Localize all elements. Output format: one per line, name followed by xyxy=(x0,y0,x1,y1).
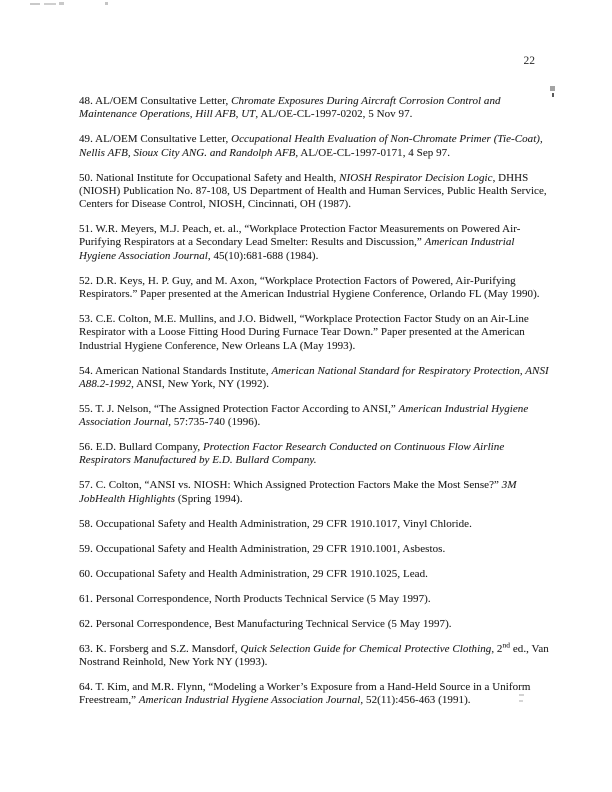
scan-artifact-right xyxy=(550,86,555,91)
reference-number: 51. xyxy=(79,223,96,236)
reference-text-segment: NIOSH Respirator Decision Logic xyxy=(339,171,493,184)
reference-text-segment: , 52(11):456-463 (1991). xyxy=(360,694,471,707)
reference-58 xyxy=(79,518,549,531)
scan-artifact-right xyxy=(552,93,554,97)
reference-59 xyxy=(79,543,549,556)
reference-61 xyxy=(79,593,549,606)
reference-text-segment: Occupational Safety and Health Administration, 29 CFR 1910.1025, Lead. xyxy=(95,567,428,580)
page-number: 22 xyxy=(523,55,535,67)
reference-number: 63. xyxy=(79,642,96,655)
scan-artifact-top-left xyxy=(105,2,108,5)
reference-text-segment: Personal Correspondence, Best Manufacturing Technical Service (5 May 1997). xyxy=(95,617,452,630)
reference-56 xyxy=(79,441,549,468)
reference-text-segment: Personal Correspondence, North Products Technical Service (5 May 1997). xyxy=(95,592,431,605)
reference-number: 62. xyxy=(79,617,96,630)
reference-text-segment: , DHHS (NIOSH) Publication No. 87-108, US Department of Health and Human Services, Public Health Service, Centers for Disease Control, NIOSH, Cincinnati, OH (1987). xyxy=(79,171,547,211)
reference-55 xyxy=(79,403,549,430)
reference-number: 60. xyxy=(79,567,96,580)
reference-number: 57. xyxy=(79,479,96,492)
reference-text-segment: Occupational Safety and Health Administration, 29 CFR 1910.1017, Vinyl Chloride. xyxy=(95,517,472,530)
reference-54 xyxy=(79,365,549,392)
reference-64 xyxy=(79,681,549,708)
reference-number: 52. xyxy=(79,274,96,287)
reference-number: 61. xyxy=(79,592,96,605)
reference-text-segment: Occupational Safety and Health Administration, 29 CFR 1910.1001, Asbestos. xyxy=(95,542,446,555)
reference-text-segment: , 45(10):681-688 (1984). xyxy=(207,249,319,262)
reference-51 xyxy=(79,223,549,263)
reference-text-segment: nd xyxy=(502,639,511,649)
reference-number: 55. xyxy=(79,402,96,415)
reference-text-segment: AL/OEM Consultative Letter, xyxy=(95,95,232,107)
reference-text-segment: , 57:735-740 (1996). xyxy=(168,416,261,429)
reference-number: 50. xyxy=(79,171,96,184)
reference-text-segment: AL/OEM Consultative Letter, xyxy=(95,133,232,146)
scan-artifact-top-left xyxy=(30,3,40,5)
reference-text-segment: American Industrial Hygiene Association Journal xyxy=(79,402,529,429)
reference-text-segment: Chromate Exposures During Aircraft Corrosion Control and Maintenance Operations, Hill AFB, UT xyxy=(79,95,501,121)
reference-text-segment: Protection Factor Research Conducted on Continuous Flow Airline Respirators Manufactured by E.D. Bullard Company. xyxy=(79,441,505,467)
reference-text-segment: D.R. Keys, H. P. Guy, and M. Axon, “Workplace Protection Factors of Powered, Air-Purifying Respirators.” Paper presented at the American Industrial Hygiene Conference, Orlando FL (May 1990). xyxy=(79,274,540,301)
reference-63 xyxy=(79,639,549,670)
reference-text-segment: American National Standard for Respiratory Protection, ANSI A88.2-1992 xyxy=(79,364,549,390)
reference-text-segment: National Institute for Occupational Safety and Health, xyxy=(95,171,340,184)
reference-text-segment: W.R. Meyers, M.J. Peach, et. al., “Workplace Protection Factor Measurements on Powered Air-Purifying Respirators at a Secondary Lead Smelter: Results and Discussion,” xyxy=(79,223,521,249)
reference-number: 48. xyxy=(79,95,96,107)
reference-48 xyxy=(79,95,549,122)
reference-53 xyxy=(79,313,549,353)
reference-62 xyxy=(79,618,549,631)
reference-52 xyxy=(79,275,549,302)
reference-number: 54. xyxy=(79,364,96,377)
reference-text-segment: K. Forsberg and S.Z. Mansdorf, xyxy=(95,642,241,655)
reference-text-segment: E.D. Bullard Company, xyxy=(95,441,204,454)
reference-text-segment: , AL/OE-CL-1997-0171, 4 Sep 97. xyxy=(295,146,451,159)
references-list xyxy=(79,95,549,708)
reference-number: 56. xyxy=(79,441,96,454)
reference-50 xyxy=(79,172,549,212)
reference-text-segment: American National Standards Institute, xyxy=(95,364,272,377)
reference-number: 49. xyxy=(79,133,96,146)
reference-text-segment: Occupational Health Evaluation of Non-Chromate Primer (Tie-Coat), Nellis AFB, Sioux City ANG. and Randolph AFB xyxy=(79,133,543,159)
reference-57 xyxy=(79,479,549,506)
reference-number: 53. xyxy=(79,313,96,325)
reference-text-segment: T. J. Nelson, “The Assigned Protection Factor According to ANSI,” xyxy=(95,402,399,415)
scan-artifact-top-left xyxy=(44,3,56,5)
reference-text-segment: C.E. Colton, M.E. Mullins, and J.O. Bidwell, “Workplace Protection Factor Study on an Air-Line Respirator with a Loose Fitting Hood During Furnace Tear Down.” Paper presented at the American Industrial Hygiene Conference, New Orleans LA (May 1993). xyxy=(79,313,529,352)
scan-artifact-top-left xyxy=(59,2,64,5)
reference-text-segment: C. Colton, “ANSI vs. NIOSH: Which Assigned Protection Factors Make the Most Sense?” xyxy=(95,479,502,492)
reference-text-segment: 3M JobHealth Highlights xyxy=(79,479,517,505)
reference-text-segment: (Spring 1994). xyxy=(175,492,243,505)
reference-text-segment: T. Kim, and M.R. Flynn, “Modeling a Worker’s Exposure from a Hand-Held Source in a Uniform Freestream,” xyxy=(79,680,531,707)
reference-text-segment: , 2 xyxy=(491,642,503,655)
reference-text-segment: , AL/OE-CL-1997-0202, 5 Nov 97. xyxy=(255,108,413,121)
reference-number: 59. xyxy=(79,542,96,555)
page-content xyxy=(79,55,549,719)
reference-text-segment: ed., Van Nostrand Reinhold, New York NY (1993). xyxy=(79,642,549,668)
reference-number: 58. xyxy=(79,517,96,530)
reference-text-segment: American Industrial Hygiene Association Journal xyxy=(138,694,361,707)
reference-text-segment: Quick Selection Guide for Chemical Protective Clothing xyxy=(240,642,492,655)
reference-60 xyxy=(79,568,549,581)
reference-text-segment: American Industrial Hygiene Association Journal xyxy=(79,236,515,262)
reference-number: 64. xyxy=(79,680,96,693)
reference-49 xyxy=(79,133,549,160)
reference-text-segment: , ANSI, New York, NY (1992). xyxy=(131,377,270,390)
